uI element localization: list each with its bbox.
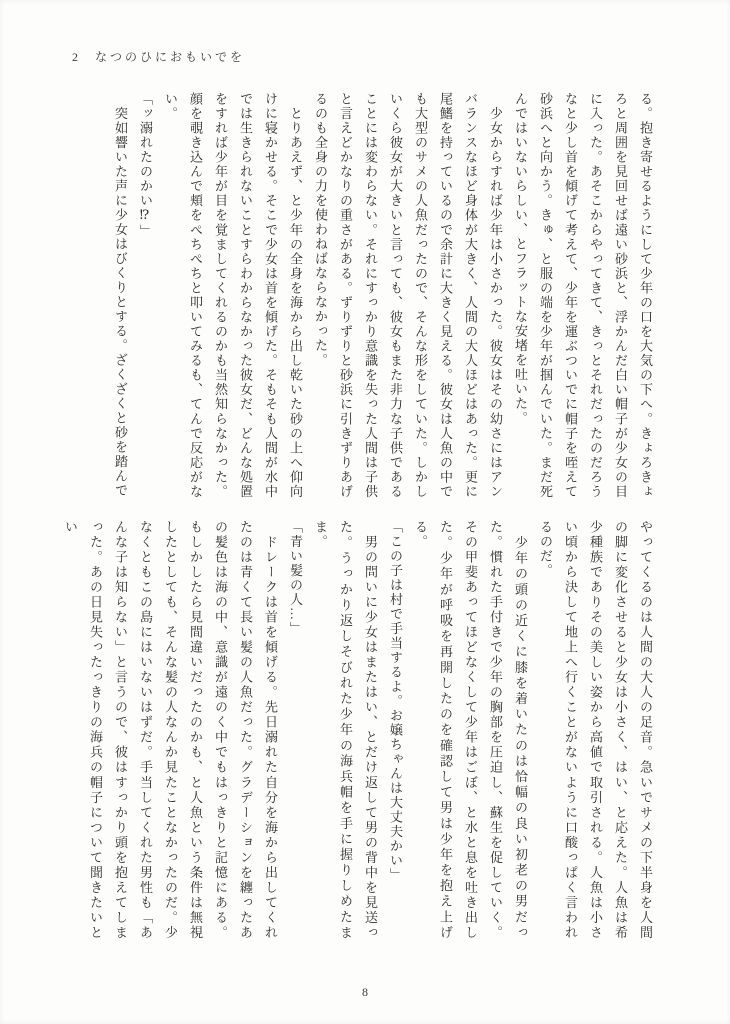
text-block-top — [108, 92, 658, 499]
paragraph: 少年の頭の近くに膝を着いたのは恰幅の良い初老の男だった。慣れた手付きで少年の胸部を圧迫し、蘇生を促していく。その甲斐あってほどなくして少年はごぼ、と水と息を吐き出した。少年が呼吸を再開したのを確認して男は少年を抱え上げる。 — [413, 520, 528, 940]
paragraph: 男の問いに少女はまたはい、とだけ返して男の背中を見送った。うっかり返しそびれた少年の海兵帽を手に握りしめたまま。 — [313, 520, 378, 940]
paragraph: 少女からすれば少年は小さかった。彼女はその幼さにはアンバランスなほど身体が大きく、人間の大人ほどはあった。更に尾鰭を持っているので余計に大きく見える。彼女は人魚の中でも大型のサメの人魚だったので、そんな形をしていた。しかしいくら彼女が大きいと言っても、彼女もまた非力な子供であることには変わらない。それにすっかり意識を失った人間は子供と言えどかなりの重さがある。ずりずりと砂浜に引きずりあげるのも全身の力を使わねばならなかった。 — [313, 92, 503, 500]
paragraph: 突如響いた声に少女はびくりとする。ざくざくと砂を踏んで — [113, 92, 128, 498]
page-number: 8 — [362, 985, 368, 999]
paragraph: 「この子は村で手当するよ。お嬢ちゃんは大丈夫かい」 — [388, 520, 403, 883]
paragraph: やってくるのは人間の大人の足音。急いでサメの下半身を人間の脚に変化させると少女は小さく、はい、と応えた。人魚は希少種族でありその美しい姿から高値で取引される。人魚は小さい頃から決して地上へ行くことがないように口酸っぱく言われるのだ。 — [538, 520, 653, 941]
text-block-bottom — [58, 520, 658, 940]
paragraph: 「ッ溺れたのかい⁉」 — [138, 92, 153, 239]
chapter-title: なつのひにおもいでを — [95, 50, 246, 64]
paragraph: ドレークは首を傾げる。先日溺れた自分を海から出してくれたのは青くて長い髪の人魚だった。グラデーションを纏ったあの髪色は海の中、意識が遠のく中でもはっきりと記憶にある。もしかしたら見間違いだったのかも、と人魚という条件は無視したとしても、そんな髪の人なんか見たことなかったのだ。少なくともこの島にはいないはずだ。手当してくれた男性も「あんな子は知らない」と言うので、彼はすっかり頭を抱えてしまった。あの日見失ったっきりの海兵の帽子について聞きたいとい — [63, 520, 278, 941]
paragraph: とりあえず、と少年の全身を海から出し乾いた砂の上へ仰向けに寝かせる。そこで少女は首を傾げた。そもそも人間が水中では生きられないことすらわからなかった彼女だ、どんな処置をすれば少年が目を覚ましてくれるのかも当然知らなかった。顔を覗き込んで頬をぺちぺちと叩いてみるも、てんで反応がない。 — [163, 92, 303, 500]
paragraph: る。抱き寄せるようにして少年の口を大気の下へ。きょろきょろと周囲を見回せば遠い砂浜と、浮かんだ白い帽子が少女の目に入った。あそこからやってきて、きっとそれだったのだろうなと少し首を傾げて考えて、少年を運ぶついでに帽子を咥えて砂浜へと向かう。きゅ、と服の端を少年が掴んでいた。まだ死んではいないらしい、とフラットな安堵を吐いた。 — [513, 92, 653, 500]
paragraph: 「青い髪の人…」 — [288, 520, 303, 636]
running-header — [72, 48, 245, 65]
chapter-number: 2 — [72, 50, 81, 64]
